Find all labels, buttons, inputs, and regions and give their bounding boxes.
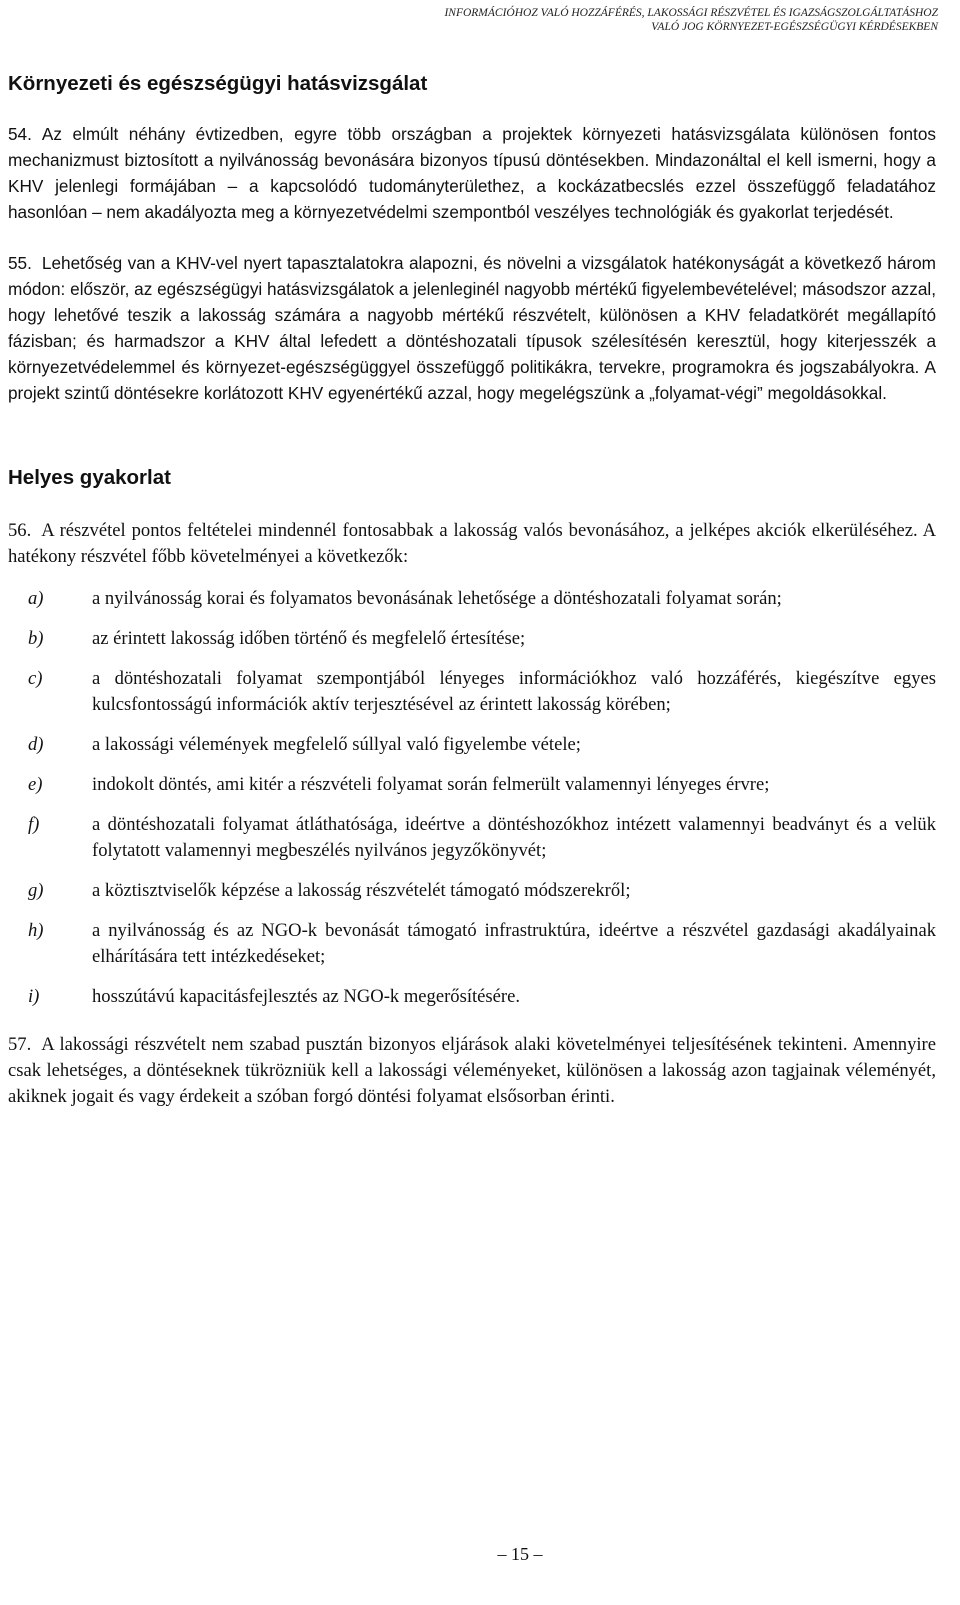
running-header-line-1: INFORMÁCIÓHOZ VALÓ HOZZÁFÉRÉS, LAKOSSÁGI RÉSZVÉTEL ÉS IGAZSÁGSZOLGÁLTATÁSHOZ bbox=[444, 7, 938, 19]
paragraph-text: A lakossági részvételt nem szabad pusztán bizonyos eljárások alaki követelményei teljesítésének tekinteni. Amennyire csak lehetséges, a döntéseknek tükrözniük kell a lakossági véleményeket, különösen a lakosság azon tagjainak véleményét, akiknek jogait és vagy érdekeit a szóban forgó döntési folyamat elsősorban érinti. bbox=[8, 1034, 936, 1107]
list-item-text: a nyilvánosság korai és folyamatos bevonásának lehetősége a döntéshozatali folyamat során; bbox=[92, 588, 782, 609]
paragraph-56 bbox=[8, 518, 936, 570]
list-item-label: f) bbox=[28, 814, 40, 835]
running-header-line-2: VALÓ JOG KÖRNYEZET-EGÉSZSÉGÜGYI KÉRDÉSEKBEN bbox=[651, 21, 938, 33]
list-item-text: a döntéshozatali folyamat szempontjából lényeges információkhoz való hozzáférés, kiegészítve egyes kulcsfontosságú információk aktív terjesztésével az érintett lakosság körében; bbox=[92, 668, 936, 715]
list-item bbox=[8, 772, 936, 798]
paragraph-55 bbox=[8, 250, 936, 406]
list-item-text: indokolt döntés, ami kitér a részvételi folyamat során felmerült valamennyi lényeges érvre; bbox=[92, 774, 770, 795]
list-item-label: i) bbox=[28, 986, 40, 1007]
list-item-label: a) bbox=[28, 588, 44, 609]
running-header bbox=[318, 6, 938, 34]
paragraph-54 bbox=[8, 121, 936, 225]
list-item-label: e) bbox=[28, 774, 43, 795]
list-item-label: h) bbox=[28, 920, 44, 941]
paragraph-57 bbox=[8, 1032, 936, 1110]
page-number: – 15 – bbox=[497, 1544, 543, 1564]
list-item bbox=[8, 878, 936, 904]
list-item-label: d) bbox=[28, 734, 44, 755]
list-item-label: c) bbox=[28, 668, 43, 689]
list-item bbox=[8, 666, 936, 718]
list-item-text: az érintett lakosság időben történő és megfelelő értesítése; bbox=[92, 628, 526, 649]
paragraph-number: 55. bbox=[8, 253, 32, 273]
list-item-text: a döntéshozatali folyamat átláthatósága, ideértve a döntéshozókhoz intézett valamennyi beadványt és a velük folytatott valamennyi megbeszélés nyilvános jegyzőkönyvét; bbox=[92, 814, 936, 861]
list-item-text: hosszútávú kapacitásfejlesztés az NGO-k megerősítésére. bbox=[92, 986, 521, 1007]
list-item bbox=[8, 984, 936, 1010]
list-item bbox=[8, 586, 936, 612]
list-item-text: a nyilvánosság és az NGO-k bevonását támogató infrastruktúra, ideértve a részvétel gazdasági akadályainak elhárítására tett intézkedéseket; bbox=[92, 920, 936, 967]
paragraph-number: 56. bbox=[8, 520, 32, 541]
section-heading-good-practice: Helyes gyakorlat bbox=[8, 466, 171, 489]
list-item-text: a lakossági vélemények megfelelő súllyal való figyelembe vétele; bbox=[92, 734, 581, 755]
section-heading-environmental-health-impact: Környezeti és egészségügyi hatásvizsgálat bbox=[8, 72, 428, 95]
paragraph-text: A részvétel pontos feltételei mindennél fontosabbak a lakosság valós bevonásához, a jelképes akciók elkerüléséhez. A hatékony részvétel főbb követelményei a következők: bbox=[8, 520, 936, 567]
page-content bbox=[8, 70, 936, 1110]
paragraph-number: 57. bbox=[8, 1034, 32, 1055]
paragraph-text: Az elmúlt néhány évtizedben, egyre több országban a projektek környezeti hatásvizsgálata különösen fontos mechanizmust biztosított a nyilvánosság bevonására bizonyos típusú döntésekben. Mindazonáltal el kell ismerni, hogy a KHV jelenlegi formájában – a kapcsolódó tudományterülethez, a kockázatbecslés ezzel összefüggő feladatához hasonlóan – nem akadályozta meg a környezetvédelmi szempontból veszélyes technológiák és gyakorlat terjedését. bbox=[8, 124, 936, 222]
list-item bbox=[8, 626, 936, 652]
paragraph-number: 54. bbox=[8, 124, 32, 144]
requirements-list bbox=[8, 586, 936, 1010]
list-item bbox=[8, 732, 936, 758]
list-item bbox=[8, 918, 936, 970]
list-item bbox=[8, 812, 936, 864]
list-item-label: g) bbox=[28, 880, 44, 901]
list-item-text: a köztisztviselők képzése a lakosság részvételét támogató módszerekről; bbox=[92, 880, 631, 901]
list-item-label: b) bbox=[28, 628, 44, 649]
paragraph-text: Lehetőség van a KHV-vel nyert tapasztalatokra alapozni, és növelni a vizsgálatok hatékonyságát a következő három módon: először, az egészségügyi hatásvizsgálatok a jelenleginél nagyobb mértékű figyelembevételével; másodszor azzal, hogy lehetővé teszik a lakosság számára a nagyobb mértékű részvételt, különösen a KHV feladatkörét megállapító fázisban; és harmadszor a KHV által lefedett a döntéshozatali típusok szélesítésén keresztül, hogy kiterjesszék a környezetvédelemmel és környezet-egészségüggyel összefüggő politikákra, tervekre, programokra és jogszabályokra. A projekt szintű döntésekre korlátozott KHV egyenértékű azzal, hogy megelégszünk a „folyamat-végi” megoldásokkal. bbox=[8, 253, 936, 403]
